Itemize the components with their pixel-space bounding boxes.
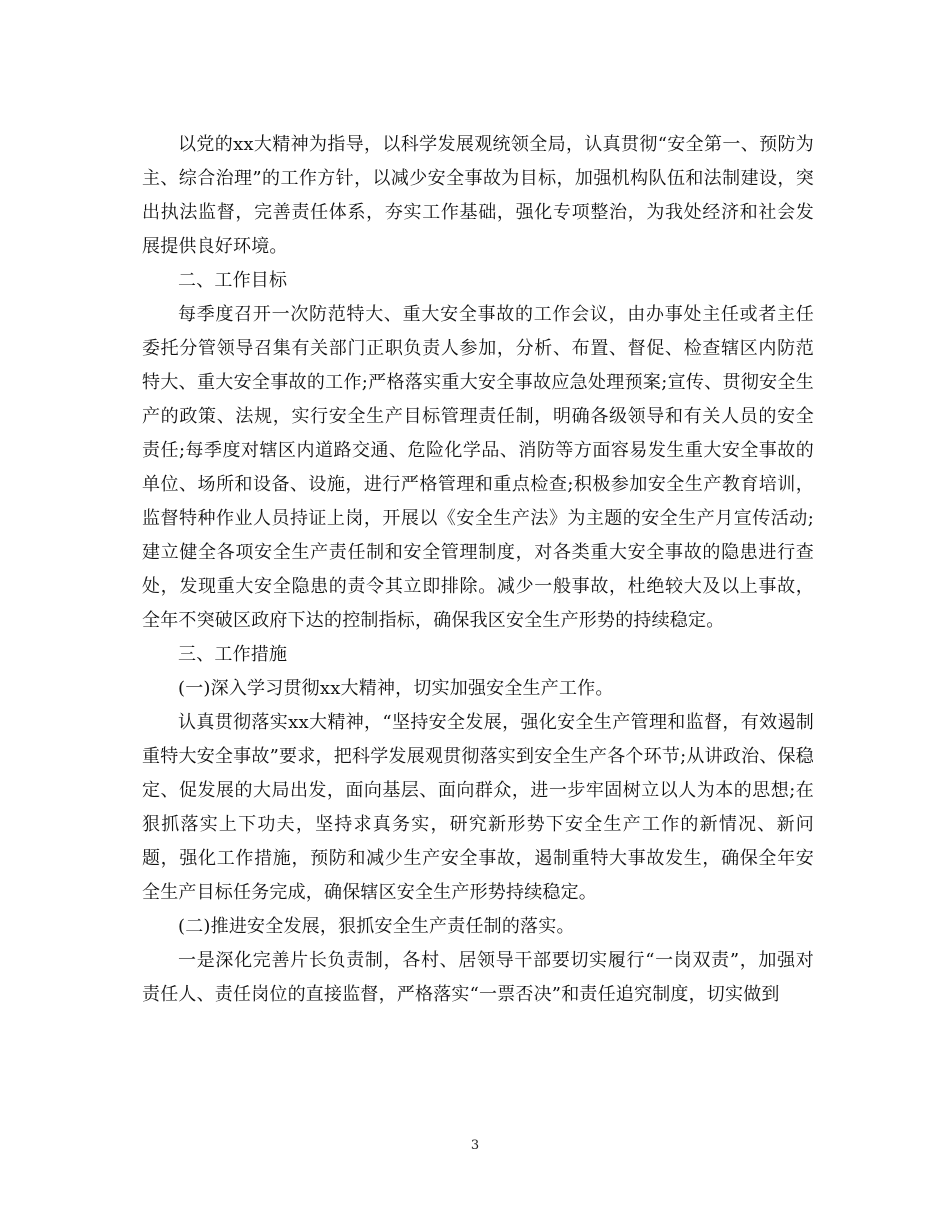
paragraph-measure-1: 认真贯彻落实xx大精神，“坚持安全发展，强化安全生产管理和监督，有效遏制重特大安全事故”要求，把科学发展观贯彻落实到安全生产各个环节;从讲政治、保稳定、促发展的大局出发，面向基层、面向群众，进一步牢固树立以人为本的思想;在狠抓落实上下功夫，坚持求真务实，研究新形势下安全生产工作的新情况、新问题，强化工作措施，预防和减少生产安全事故，遏制重特大事故发生，确保全年安全生产目标任务完成，确保辖区安全生产形势持续稳定。 (142, 712, 814, 903)
paragraph-guiding-principle: 以党的xx大精神为指导，以科学发展观统领全局，认真贯彻“安全第一、预防为主、综合治理”的工作方针，以减少安全事故为目标，加强机构队伍和法制建设，突出执法监督，完善责任体系，夯实工作基础，强化专项整治，为我处经济和社会发展提供良好环境。 (142, 134, 814, 257)
heading-work-measures: 三、工作措施 (178, 644, 288, 665)
document-body (142, 128, 814, 1012)
paragraph-work-goals: 每季度召开一次防范特大、重大安全事故的工作会议，由办事处主任或者主任委托分管领导召集有关部门正职负责人参加，分析、布置、督促、检查辖区内防范特大、重大安全事故的工作;严格落实重大安全事故应急处理预案;宣传、贯彻安全生产的政策、法规，实行安全生产目标管理责任制，明确各级领导和有关人员的安全责任;每季度对辖区内道路交通、危险化学品、消防等方面容易发生重大安全事故的单位、场所和设备、设施，进行严格管理和重点检查;积极参加安全生产教育培训，监督特种作业人员持证上岗，开展以《安全生产法》为主题的安全生产月宣传活动;建立健全各项安全生产责任制和安全管理制度，对各类重大安全事故的隐患进行查处，发现重大安全隐患的责令其立即排除。减少一般事故，杜绝较大及以上事故，全年不突破区政府下达的控制指标，确保我区安全生产形势的持续稳定。 (142, 304, 814, 631)
subheading-measure-1: (一)深入学习贯彻xx大精神，切实加强安全生产工作。 (178, 678, 614, 699)
heading-work-goals: 二、工作目标 (178, 270, 288, 291)
paragraph-measure-2: 一是深化完善片长负责制，各村、居领导干部要切实履行“一岗双责”，加强对责任人、责任岗位的直接监督，严格落实“一票否决”和责任追究制度，切实做到 (142, 950, 814, 1005)
subheading-measure-2: (二)推进安全发展，狠抓安全生产责任制的落实。 (178, 916, 575, 937)
page-number: 3 (470, 1138, 480, 1153)
